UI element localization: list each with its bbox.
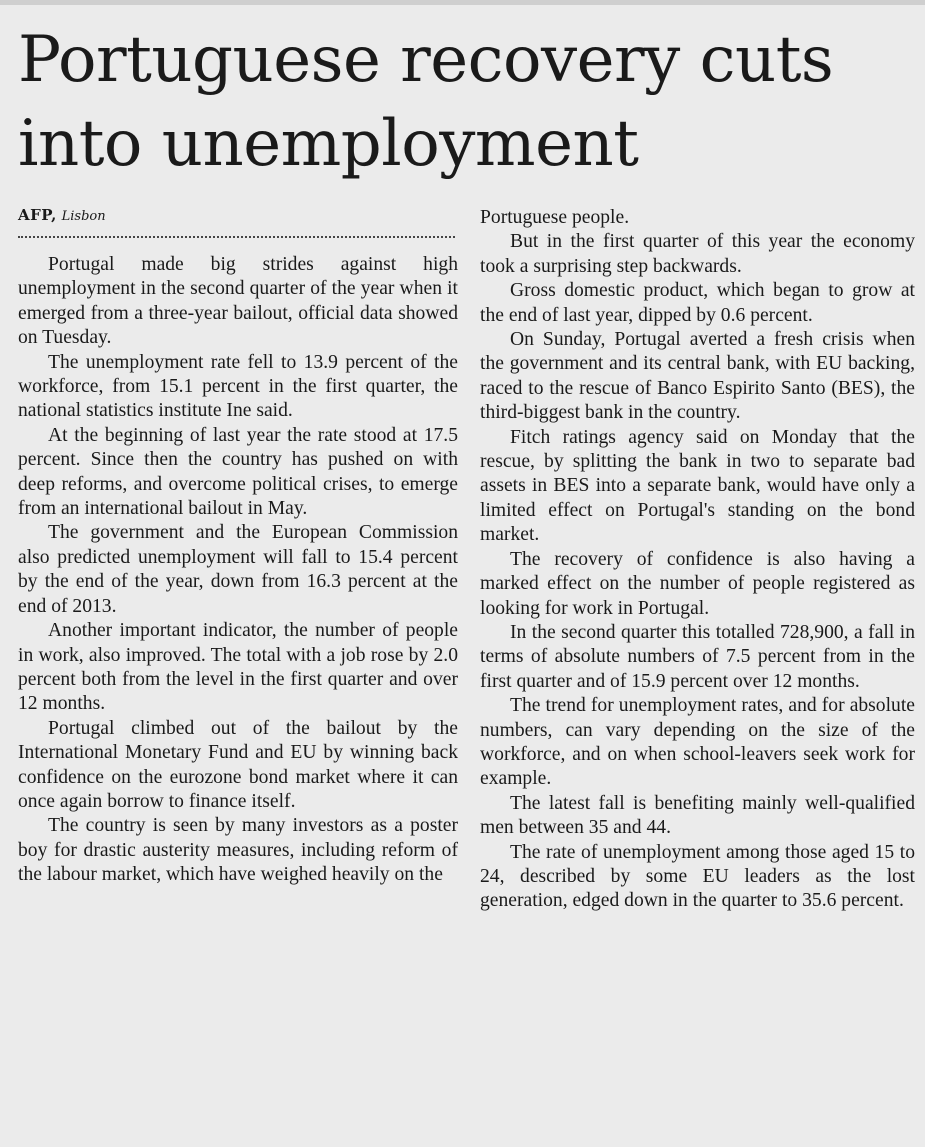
article-paragraph: The country is seen by many investors as a poster boy for drastic austerity measures, including reform of the labour market, which have weighed heavily on the xyxy=(18,815,458,886)
dotted-divider xyxy=(18,236,455,238)
article-paragraph: Portugal climbed out of the bailout by the International Monetary Fund and EU by winning back confidence on the eurozone bond market where it can once again borrow to finance itself. xyxy=(18,717,458,812)
byline-place: Lisbon xyxy=(61,209,106,224)
article-headline: Portuguese recovery cuts into unemployment xyxy=(18,23,834,181)
page-top-edge xyxy=(0,0,925,5)
byline xyxy=(18,206,106,226)
article-paragraph: At the beginning of last year the rate stood at 17.5 percent. Since then the country has pushed on with deep reforms, and overcome political crises, to emerge from an international bailout in May. xyxy=(18,424,458,520)
article-paragraph: Another important indicator, the number of people in work, also improved. The total with a job rose by 2.0 percent both from the level in the first quarter and over 12 months. xyxy=(18,620,458,715)
article-paragraph: The latest fall is benefiting mainly well-qualified men between 35 and 44. xyxy=(480,792,915,839)
article-paragraph: But in the first quarter of this year the economy took a surprising step backwards. xyxy=(480,231,915,277)
article-column-left xyxy=(18,253,458,888)
article-paragraph: Gross domestic product, which began to grow at the end of last year, dipped by 0.6 percent. xyxy=(480,280,915,326)
article-paragraph: On Sunday, Portugal averted a fresh crisis when the government and its central bank, with EU backing, raced to the rescue of Banco Espirito Santo (BES), the third-biggest bank in the country. xyxy=(480,329,915,424)
article-paragraph-continued: Portuguese people. xyxy=(480,207,630,228)
article-paragraph: The recovery of confidence is also having a marked effect on the number of people registered as looking for work in Portugal. xyxy=(480,548,915,619)
article-paragraph: Fitch ratings agency said on Monday that the rescue, by splitting the bank in two to separate bad assets in BES into a separate bank, would have only a limited effect on Portugal's standing on the bond market. xyxy=(480,426,915,546)
article-paragraph: In the second quarter this totalled 728,900, a fall in terms of absolute numbers of 7.5 percent from in the first quarter and of 15.9 percent over 12 months. xyxy=(480,621,915,692)
article-column-right xyxy=(480,206,915,914)
article-paragraph: The rate of unemployment among those aged 15 to 24, described by some EU leaders as the lost generation, edged down in the quarter to 35.6 percent. xyxy=(480,841,915,912)
byline-agency: AFP, xyxy=(18,206,57,224)
article-paragraph: The trend for unemployment rates, and for absolute numbers, can vary depending on the size of the workforce, and on when school-leavers seek work for example. xyxy=(480,695,915,790)
article-paragraph: The unemployment rate fell to 13.9 percent of the workforce, from 15.1 percent in the first quarter, the national statistics institute Ine said. xyxy=(18,351,458,422)
article-paragraph: Portugal made big strides against high unemployment in the second quarter of the year when it emerged from a three-year bailout, official data showed on Tuesday. xyxy=(18,254,458,349)
article-paragraph: The government and the European Commission also predicted unemployment will fall to 15.4 percent by the end of the year, down from 16.3 percent at the end of 2013. xyxy=(18,522,458,617)
